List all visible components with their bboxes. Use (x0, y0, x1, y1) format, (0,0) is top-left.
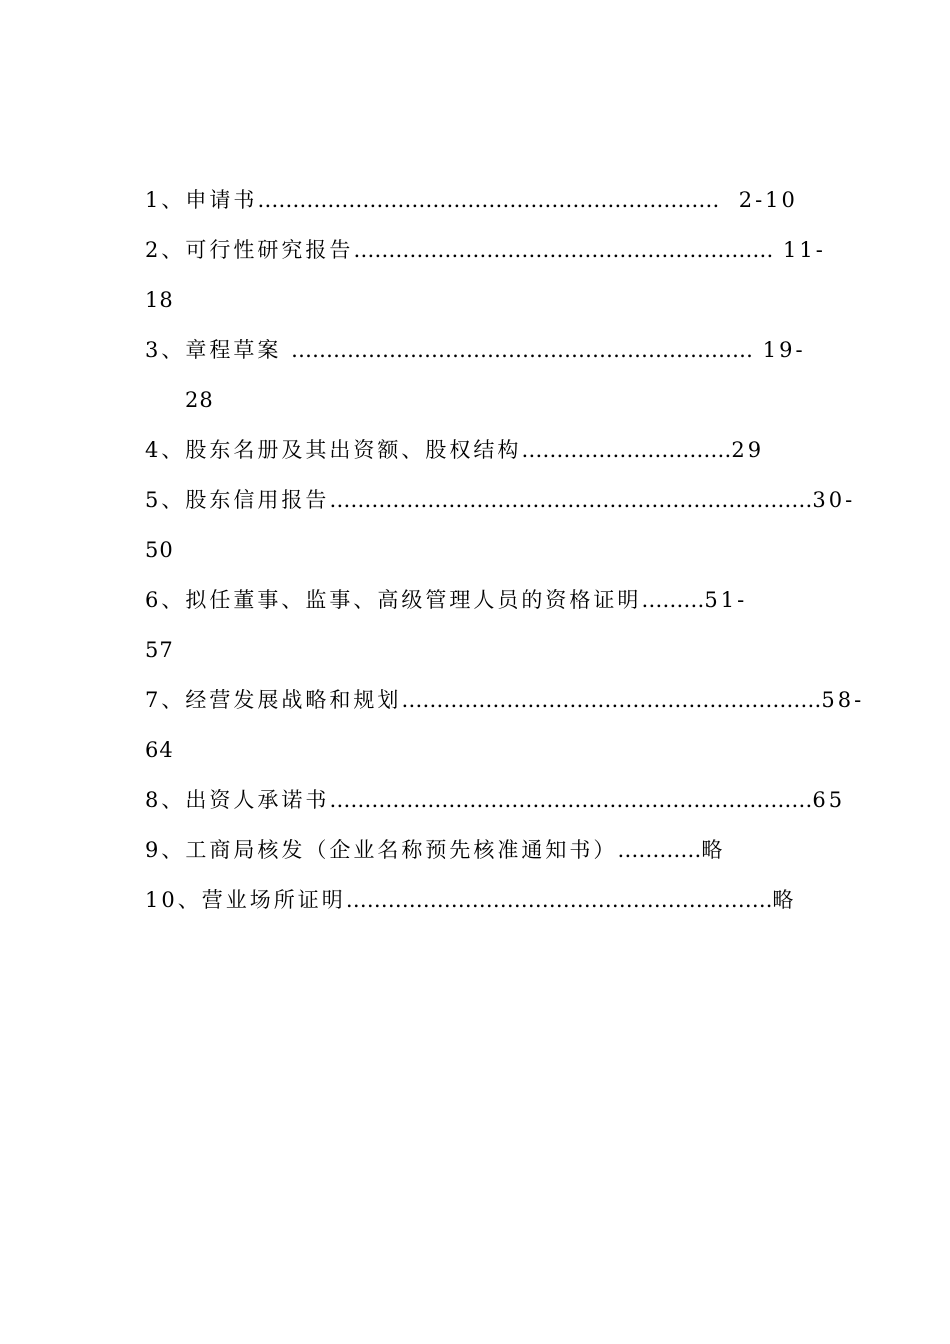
toc-entry-9 (145, 830, 725, 870)
toc-entry-leader: …………………………………………………………… (329, 488, 813, 512)
toc-entry-leader: ……… (641, 588, 705, 612)
toc-entry-leader: …………………………………………………… (353, 238, 774, 262)
toc-entry-8 (145, 780, 845, 820)
toc-entry-7 (145, 680, 864, 720)
toc-entry-page: 51- (704, 588, 748, 612)
toc-entry-2 (145, 230, 826, 270)
toc-entry-5 (145, 480, 855, 520)
toc-entry-label: 8、出资人承诺书 (145, 788, 330, 812)
toc-entry-page-continuation: 64 (145, 738, 174, 762)
toc-entry-label: 9、工商局核发（企业名称预先核准通知书） (145, 838, 618, 862)
toc-entry-1 (145, 180, 798, 220)
toc-entry-page: 58- (821, 688, 865, 712)
toc-entry-page-continuation: 28 (185, 388, 214, 412)
toc-entry-leader: ………………………………………………………… (257, 188, 720, 212)
toc-entry-leader: ………………………………………………………… (291, 338, 754, 362)
toc-entry-page: 65 (812, 788, 846, 812)
toc-entry-label: 5、股东信用报告 (145, 488, 330, 512)
toc-entry-10 (145, 880, 796, 920)
toc-entry-page: 29 (731, 438, 765, 462)
toc-entry-3 (145, 330, 806, 370)
toc-entry-leader: …………………………………………………………… (329, 788, 813, 812)
toc-entry-page: 2-10 (719, 188, 798, 212)
toc-entry-6 (145, 580, 747, 620)
toc-entry-leader: ………… (617, 838, 702, 862)
toc-entry-leader: …………………………………………………… (401, 688, 822, 712)
toc-entry-page-continuation: 57 (145, 638, 174, 662)
toc-entry-page: 11- (773, 238, 826, 262)
toc-entry-page: 略 (772, 888, 797, 912)
toc-entry-label: 7、经营发展战略和规划 (145, 688, 402, 712)
toc-entry-label: 4、股东名册及其出资额、股权结构 (145, 438, 522, 462)
toc-entry-page-continuation: 50 (145, 538, 174, 562)
toc-entry-label: 1、申请书 (145, 188, 258, 212)
toc-entry-4 (145, 430, 764, 470)
toc-entry-leader: ……………………………………………………. (345, 888, 773, 912)
toc-entry-page-continuation: 18 (145, 288, 174, 312)
toc-entry-page: 30- (812, 488, 856, 512)
toc-entry-leader: ………………………… (521, 438, 732, 462)
toc-entry-page: 19- (753, 338, 806, 362)
toc-entry-page: 略 (701, 838, 726, 862)
toc-entry-label: 3、章程草案 (145, 338, 292, 362)
toc-entry-label: 2、可行性研究报告 (145, 238, 354, 262)
toc-entry-label: 6、拟任董事、监事、高级管理人员的资格证明 (145, 588, 642, 612)
toc-entry-label: 10、营业场所证明 (145, 888, 346, 912)
